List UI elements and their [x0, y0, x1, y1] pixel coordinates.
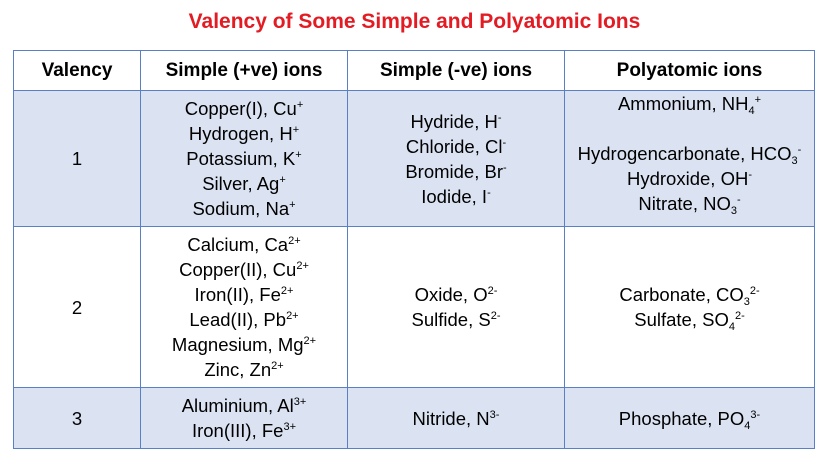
- table-row: [14, 227, 815, 388]
- ion-entry: [352, 184, 560, 209]
- ion-entry: [569, 166, 810, 191]
- valency-cell: 3: [14, 388, 141, 449]
- ion-charge: 2-: [734, 310, 745, 322]
- ion-entry: [352, 307, 560, 332]
- ion-name: Sulfate, SO: [634, 309, 729, 330]
- ion-name: Oxide, O: [414, 284, 488, 305]
- ion-entry: [145, 357, 343, 382]
- ion-charge: -: [487, 186, 491, 199]
- ion-entry: [145, 257, 343, 282]
- ion-name: Potassium, K: [186, 148, 296, 169]
- ion-entry: [569, 307, 810, 332]
- valency-cell: 2: [14, 227, 141, 388]
- header-polyatomic-ions: Polyatomic ions: [565, 51, 815, 91]
- ion-charge: 2+: [303, 335, 317, 347]
- ion-entry: [569, 282, 810, 307]
- ion-charge: 2-: [490, 310, 501, 322]
- positive-ions-cell: [141, 388, 348, 449]
- valency-cell: 1: [14, 91, 141, 227]
- ion-entry: [145, 307, 343, 332]
- ion-entry: [569, 191, 810, 216]
- ion-name: Bromide, Br: [405, 160, 503, 182]
- ion-name: Nitride, N: [412, 407, 490, 429]
- header-negative-ions: Simple (-ve) ions: [348, 51, 565, 91]
- ion-charge: +: [295, 149, 302, 161]
- table-row: [14, 388, 815, 449]
- polyatomic-ions-cell: [565, 91, 815, 227]
- ion-charge: -: [736, 194, 741, 206]
- ion-charge: 3-: [750, 408, 761, 421]
- header-positive-ions: Simple (+ve) ions: [141, 51, 348, 91]
- ion-charge: -: [497, 111, 502, 124]
- ion-charge: -: [502, 136, 507, 149]
- ion-charge: -: [503, 161, 507, 174]
- ion-name: Chloride, Cl: [405, 135, 503, 157]
- ion-name: Hydrogen, H: [188, 123, 293, 144]
- ion-name: Iron(III), Fe: [191, 420, 284, 441]
- ion-charge: 2-: [749, 285, 760, 297]
- ion-charge: 2+: [296, 260, 309, 272]
- ion-name: Hydride, H: [410, 110, 498, 132]
- ion-name: Hydrogencarbonate, HCO: [577, 143, 792, 164]
- ion-charge: +: [296, 99, 304, 111]
- ion-entry: [145, 232, 343, 257]
- spacer: [569, 116, 810, 141]
- ion-name: Hydroxide, OH: [627, 168, 749, 189]
- ion-charge: 3+: [293, 396, 307, 408]
- ion-subscript: 3: [730, 205, 737, 217]
- ion-charge: 3+: [283, 421, 297, 433]
- ion-charge: +: [289, 199, 296, 211]
- ion-entry: [145, 96, 343, 121]
- ion-charge: 2-: [487, 285, 498, 297]
- positive-ions-cell: [141, 91, 348, 227]
- positive-ions-cell: [141, 227, 348, 388]
- ion-name: Nitrate, NO: [638, 193, 731, 214]
- ion-name: Copper(II), Cu: [179, 259, 297, 280]
- ion-name: Sulfide, S: [411, 309, 491, 330]
- ion-subscript: 4: [748, 105, 755, 117]
- ion-entry: [145, 282, 343, 307]
- ion-name: Calcium, Ca: [187, 234, 289, 255]
- ion-name: Iodide, I: [421, 185, 488, 207]
- ion-name: Iron(II), Fe: [194, 284, 281, 305]
- ion-entry: [569, 91, 810, 116]
- header-row: [14, 51, 815, 91]
- ion-charge: +: [754, 94, 762, 106]
- page-title: Valency of Some Simple and Polyatomic Ions: [188, 10, 641, 33]
- ion-entry: [352, 109, 560, 134]
- ion-charge: +: [279, 174, 286, 186]
- polyatomic-ions-cell: [565, 388, 815, 449]
- ion-entry: [145, 121, 343, 146]
- negative-ions-cell: [348, 388, 565, 449]
- valency-table: [13, 50, 815, 449]
- ion-name: Magnesium, Mg: [171, 334, 304, 355]
- ion-charge: -: [797, 144, 802, 156]
- ion-entry: [145, 393, 343, 418]
- header-valency: Valency: [14, 51, 141, 91]
- ion-name: Copper(I), Cu: [184, 98, 297, 119]
- ion-name: Aluminium, Al: [181, 395, 294, 416]
- ion-charge: -: [748, 169, 752, 181]
- ion-entry: [569, 141, 810, 166]
- ion-entry: [145, 146, 343, 171]
- ion-subscript: 3: [743, 296, 750, 308]
- ion-name: Ammonium, NH: [617, 93, 749, 114]
- ion-entry: [352, 134, 560, 159]
- ion-entry: [145, 171, 343, 196]
- ion-subscript: 4: [728, 321, 735, 333]
- negative-ions-cell: [348, 227, 565, 388]
- ion-charge: 2+: [271, 360, 284, 372]
- ion-name: Lead(II), Pb: [189, 309, 287, 330]
- ion-charge: 2+: [288, 235, 301, 247]
- ion-charge: 2+: [280, 285, 294, 297]
- ion-charge: 2+: [286, 310, 299, 322]
- ion-entry: [145, 332, 343, 357]
- polyatomic-ions-cell: [565, 227, 815, 388]
- ion-name: Silver, Ag: [202, 173, 280, 194]
- ion-entry: [145, 196, 343, 221]
- ion-entry: [352, 406, 560, 431]
- ion-charge: +: [292, 124, 300, 136]
- ion-name: Carbonate, CO: [619, 284, 744, 305]
- ion-entry: [569, 406, 810, 431]
- negative-ions-cell: [348, 91, 565, 227]
- ion-name: Sodium, Na: [192, 198, 290, 219]
- ion-entry: [145, 418, 343, 443]
- ion-name: Zinc, Zn: [204, 359, 272, 380]
- ion-entry: [352, 282, 560, 307]
- ion-charge: 3-: [489, 408, 500, 421]
- ion-entry: [352, 159, 560, 184]
- table-row: [14, 91, 815, 227]
- ion-subscript: 4: [744, 419, 751, 432]
- ion-subscript: 3: [791, 155, 798, 167]
- ion-name: Phosphate, PO: [618, 407, 745, 429]
